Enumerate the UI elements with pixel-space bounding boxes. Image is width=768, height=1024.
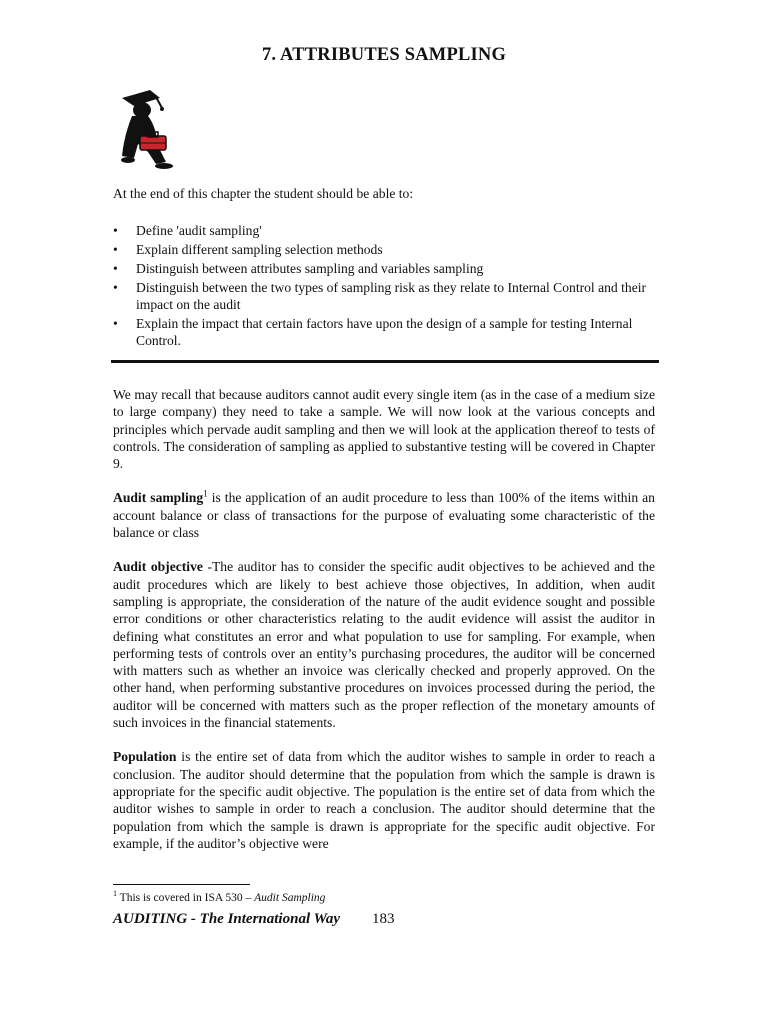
page-number: 183: [372, 911, 395, 927]
bullet-icon: •: [113, 280, 118, 295]
footnote-italic: Audit Sampling: [254, 891, 326, 904]
term-audit-sampling: Audit sampling: [113, 490, 204, 506]
audit-sampling-paragraph: Audit sampling$^1$ is the application of an audit procedure to less than 100% of the items within an account balance or class of transactions for the purpose of evaluating some characteristic of the balance or class: [113, 488, 655, 541]
learning-objectives-list: [113, 222, 658, 351]
footnote-ref[interactable]: 1: [203, 488, 208, 499]
bullet-icon: •: [113, 261, 118, 276]
bullet-icon: •: [113, 242, 118, 257]
objective-item: • Distinguish between attributes sampling and variables sampling: [113, 261, 484, 276]
chapter-title: 7. ATTRIBUTES SAMPLING: [261, 45, 507, 65]
chapter-body: [113, 386, 655, 869]
audit-objective-paragraph: Audit objective -The auditor has to consider the specific audit objectives to be achieved and the audit procedures which are likely to best achieve those objectives, In addition, when audit sampling is appropriate, the consideration of the nature of the audit evidence sought and possible error conditions or other characteristics relating to the audit evidence will assist the auditor in defining what constitutes an error and what population to use for sampling. For example, when performing tests of controls over an entity’s purchasing procedures, the auditor will be concerned with matters such as whether an invoice was clerically checked and properly approved. On the other hand, when performing substantive procedures on invoices processed during the period, the auditor will be concerned with matters such as the proper reflection of the monetary amounts of such invoices in the financial statements.: [113, 559, 655, 731]
term-population: Population: [113, 749, 177, 765]
graduate-with-briefcase-icon: [112, 86, 184, 170]
term-audit-objective: Audit objective: [113, 559, 203, 575]
footnote: $^1$ This is covered in ISA 530 – Audit Sampling: [113, 889, 326, 904]
population-paragraph: Population is the entire set of data from which the auditor wishes to sample in order to reach a conclusion. The auditor should determine that the population from which the sample is drawn is appropriate for the specific audit objective. The population is the entire set of data from which the auditor wishes to sample in order to reach a conclusion. The auditor should determine that the population from which the sample is drawn is appropriate for the specific audit objective. For example, if the auditor’s objective were: [113, 749, 655, 851]
objective-item: • Distinguish between the two types of sampling risk as they relate to Internal Control and their impact on the audit: [113, 280, 647, 312]
objective-item: • Explain different sampling selection methods: [113, 242, 383, 257]
chapter-intro: At the end of this chapter the student should be able to:: [113, 186, 414, 201]
objective-item: • Explain the impact that certain factors have upon the design of a sample for testing Internal Control.: [113, 316, 633, 348]
bullet-icon: •: [113, 223, 118, 238]
objective-item: • Define 'audit sampling': [113, 223, 262, 238]
section-divider: [111, 360, 659, 363]
footnote-divider: [113, 884, 250, 885]
bullet-icon: •: [113, 316, 118, 331]
intro-paragraph: We may recall that because auditors cannot audit every single item (as in the case of a medium size to large company) they need to take a sample. We will now look at the various concepts and principles which pervade audit sampling and then we will look at the application thereof to tests of controls. The consideration of sampling as applied to substantive testing will be covered in Chapter 9.: [113, 387, 655, 472]
footnote-marker: 1: [113, 889, 117, 898]
footer-book-title: AUDITING - The International Way: [113, 911, 340, 927]
